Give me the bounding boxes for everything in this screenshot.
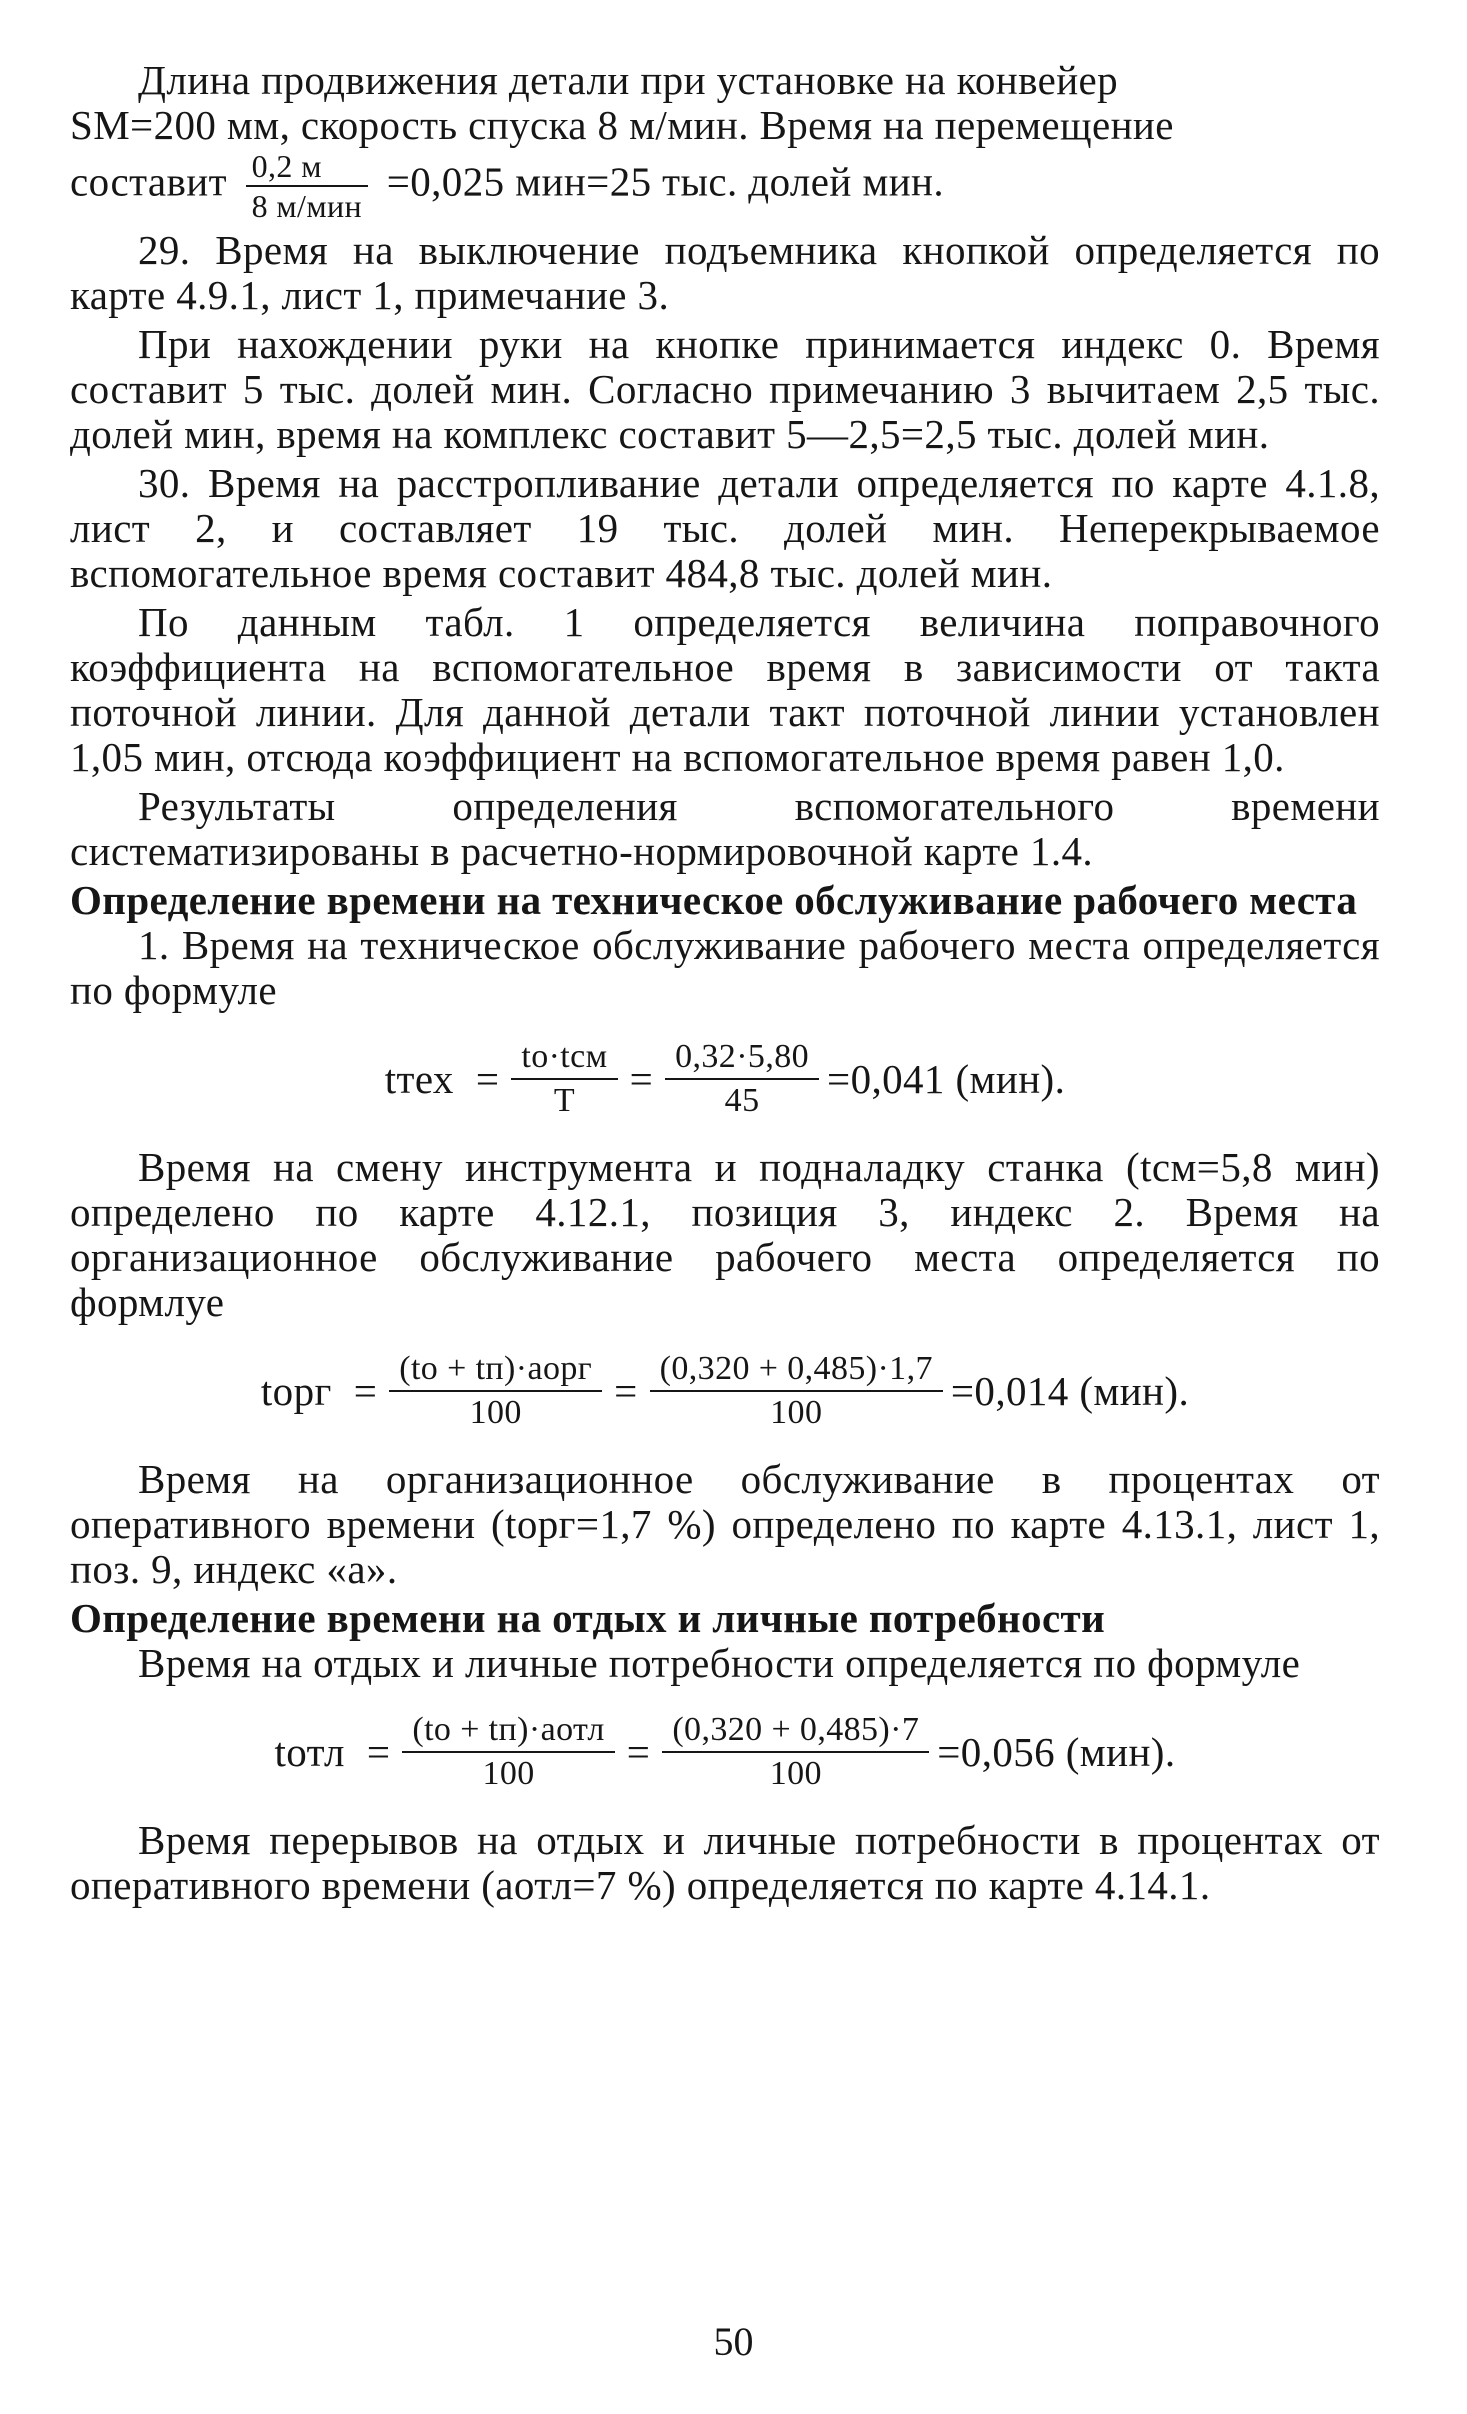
fraction-numerator: (0,320 + 0,485)·7: [662, 1710, 929, 1753]
heading-rest-needs: Определение времени на отдых и личные потребности: [70, 1595, 1106, 1641]
paragraph-conveyor-line-2: SM=200 мм, скорость спуска 8 м/мин. Время на перемещение: [70, 102, 1174, 148]
paragraph-item-29: 29. Время на выключение подъемника кнопкой определяется по карте 4.9.1, лист 1, примечание 3.: [70, 227, 1380, 318]
paragraph-results: Результаты определения вспомогательного времени систематизированы в расчетно-нормировочной карте 1.4.: [70, 783, 1380, 874]
paragraph-org-percent: Время на организационное обслуживание в процентах от оперативного времени (tорг=1,7 %) определено по карте 4.13.1, лист 1, поз. 9, индекс «а».: [70, 1456, 1380, 1592]
formula-result: =0,041 (мин).: [827, 1055, 1066, 1102]
equals-sign: =: [626, 1728, 651, 1775]
formula-fraction-symbolic: [511, 1037, 617, 1121]
fraction-denominator: 100: [770, 1394, 823, 1431]
formula-fraction-numeric: [665, 1037, 819, 1121]
equals-sign: =: [614, 1367, 638, 1414]
fraction-denominator: T: [553, 1082, 576, 1119]
formula-lhs: tотл: [274, 1728, 345, 1775]
heading-technical-service: Определение времени на техническое обслуживание рабочего места: [70, 877, 1358, 923]
fraction-denominator: 100: [482, 1755, 535, 1792]
paragraph-button-hand: При нахождении руки на кнопке принимается индекс 0. Время составит 5 тыс. долей мин. Согласно примечанию 3 вычитаем 2,5 тыс. долей мин, время на комплекс составит 5—2,5=2,5 тыс. долей мин.: [70, 321, 1380, 457]
text-sostavit: составит: [70, 158, 227, 205]
fraction-denominator: 45: [724, 1082, 760, 1119]
fraction-move-time: [246, 148, 368, 224]
formula-t-org: [70, 1349, 1380, 1433]
fraction-numerator: (tо + tп)·aорг: [389, 1349, 602, 1392]
formula-t-tech: [70, 1037, 1380, 1121]
fraction-numerator: 0,32·5,80: [665, 1037, 819, 1080]
paragraph-conveyor-line-3: [70, 148, 1380, 224]
page-number: 50: [713, 2319, 754, 2364]
formula-fraction-numeric: [650, 1349, 943, 1433]
formula-t-rest: [70, 1710, 1380, 1794]
paragraph-rest-formula-intro: Время на отдых и личные потребности определяется по формуле: [138, 1640, 1301, 1686]
fraction-numerator: tо·tсм: [511, 1037, 617, 1080]
equals-sign: =: [353, 1367, 378, 1414]
equals-sign: =: [366, 1728, 391, 1775]
fraction-denominator: 100: [769, 1755, 822, 1792]
equals-sign: =: [629, 1055, 654, 1102]
fraction-numerator: (tо + tп)·aотл: [402, 1710, 614, 1753]
paragraph-rest-percent: Время перерывов на отдых и личные потребности в процентах от оперативного времени (aотл=7 %) определяется по карте 4.14.1.: [70, 1817, 1380, 1908]
paragraph-conveyor-line-1: Длина продвижения детали при установке на конвейер: [138, 57, 1119, 103]
formula-lhs: tтех: [384, 1055, 454, 1102]
fraction-denominator: 100: [469, 1394, 522, 1431]
fraction-denominator: 8 м/мин: [251, 188, 363, 224]
paragraph-correction-coefficient: По данным табл. 1 определяется величина поправочного коэффициента на вспомогательное время в зависимости от такта поточной линии. Для данной детали такт поточной линии установлен 1,05 мин, отсюда коэффициент на вспомогательное время равен 1,0.: [70, 599, 1380, 780]
fraction-numerator: 0,2 м: [246, 148, 368, 187]
formula-lhs: tорг: [260, 1367, 332, 1414]
page-body: [70, 58, 1380, 1908]
formula-result: =0,056 (мин).: [937, 1728, 1176, 1775]
paragraph-tool-change: Время на смену инструмента и подналадку станка (tсм=5,8 мин) определено по карте 4.12.1, позиция 3, индекс 2. Время на организационное обслуживание рабочего места определяется по формлуе: [70, 1144, 1380, 1325]
paragraph-tech-formula-intro: 1. Время на техническое обслуживание рабочего места определяется по формуле: [70, 922, 1380, 1013]
equals-sign: =: [475, 1055, 500, 1102]
text-move-result: =0,025 мин=25 тыс. долей мин.: [386, 158, 945, 205]
formula-fraction-symbolic: [402, 1710, 614, 1794]
formula-fraction-symbolic: [389, 1349, 602, 1433]
formula-fraction-numeric: [662, 1710, 929, 1794]
paragraph-item-30: 30. Время на расстропливание детали определяется по карте 4.1.8, лист 2, и составляет 19 тыс. долей мин. Неперекрываемое вспомогательное время составит 484,8 тыс. долей мин.: [70, 460, 1380, 596]
fraction-numerator: (0,320 + 0,485)·1,7: [650, 1349, 943, 1392]
formula-result: =0,014 (мин).: [950, 1367, 1190, 1414]
